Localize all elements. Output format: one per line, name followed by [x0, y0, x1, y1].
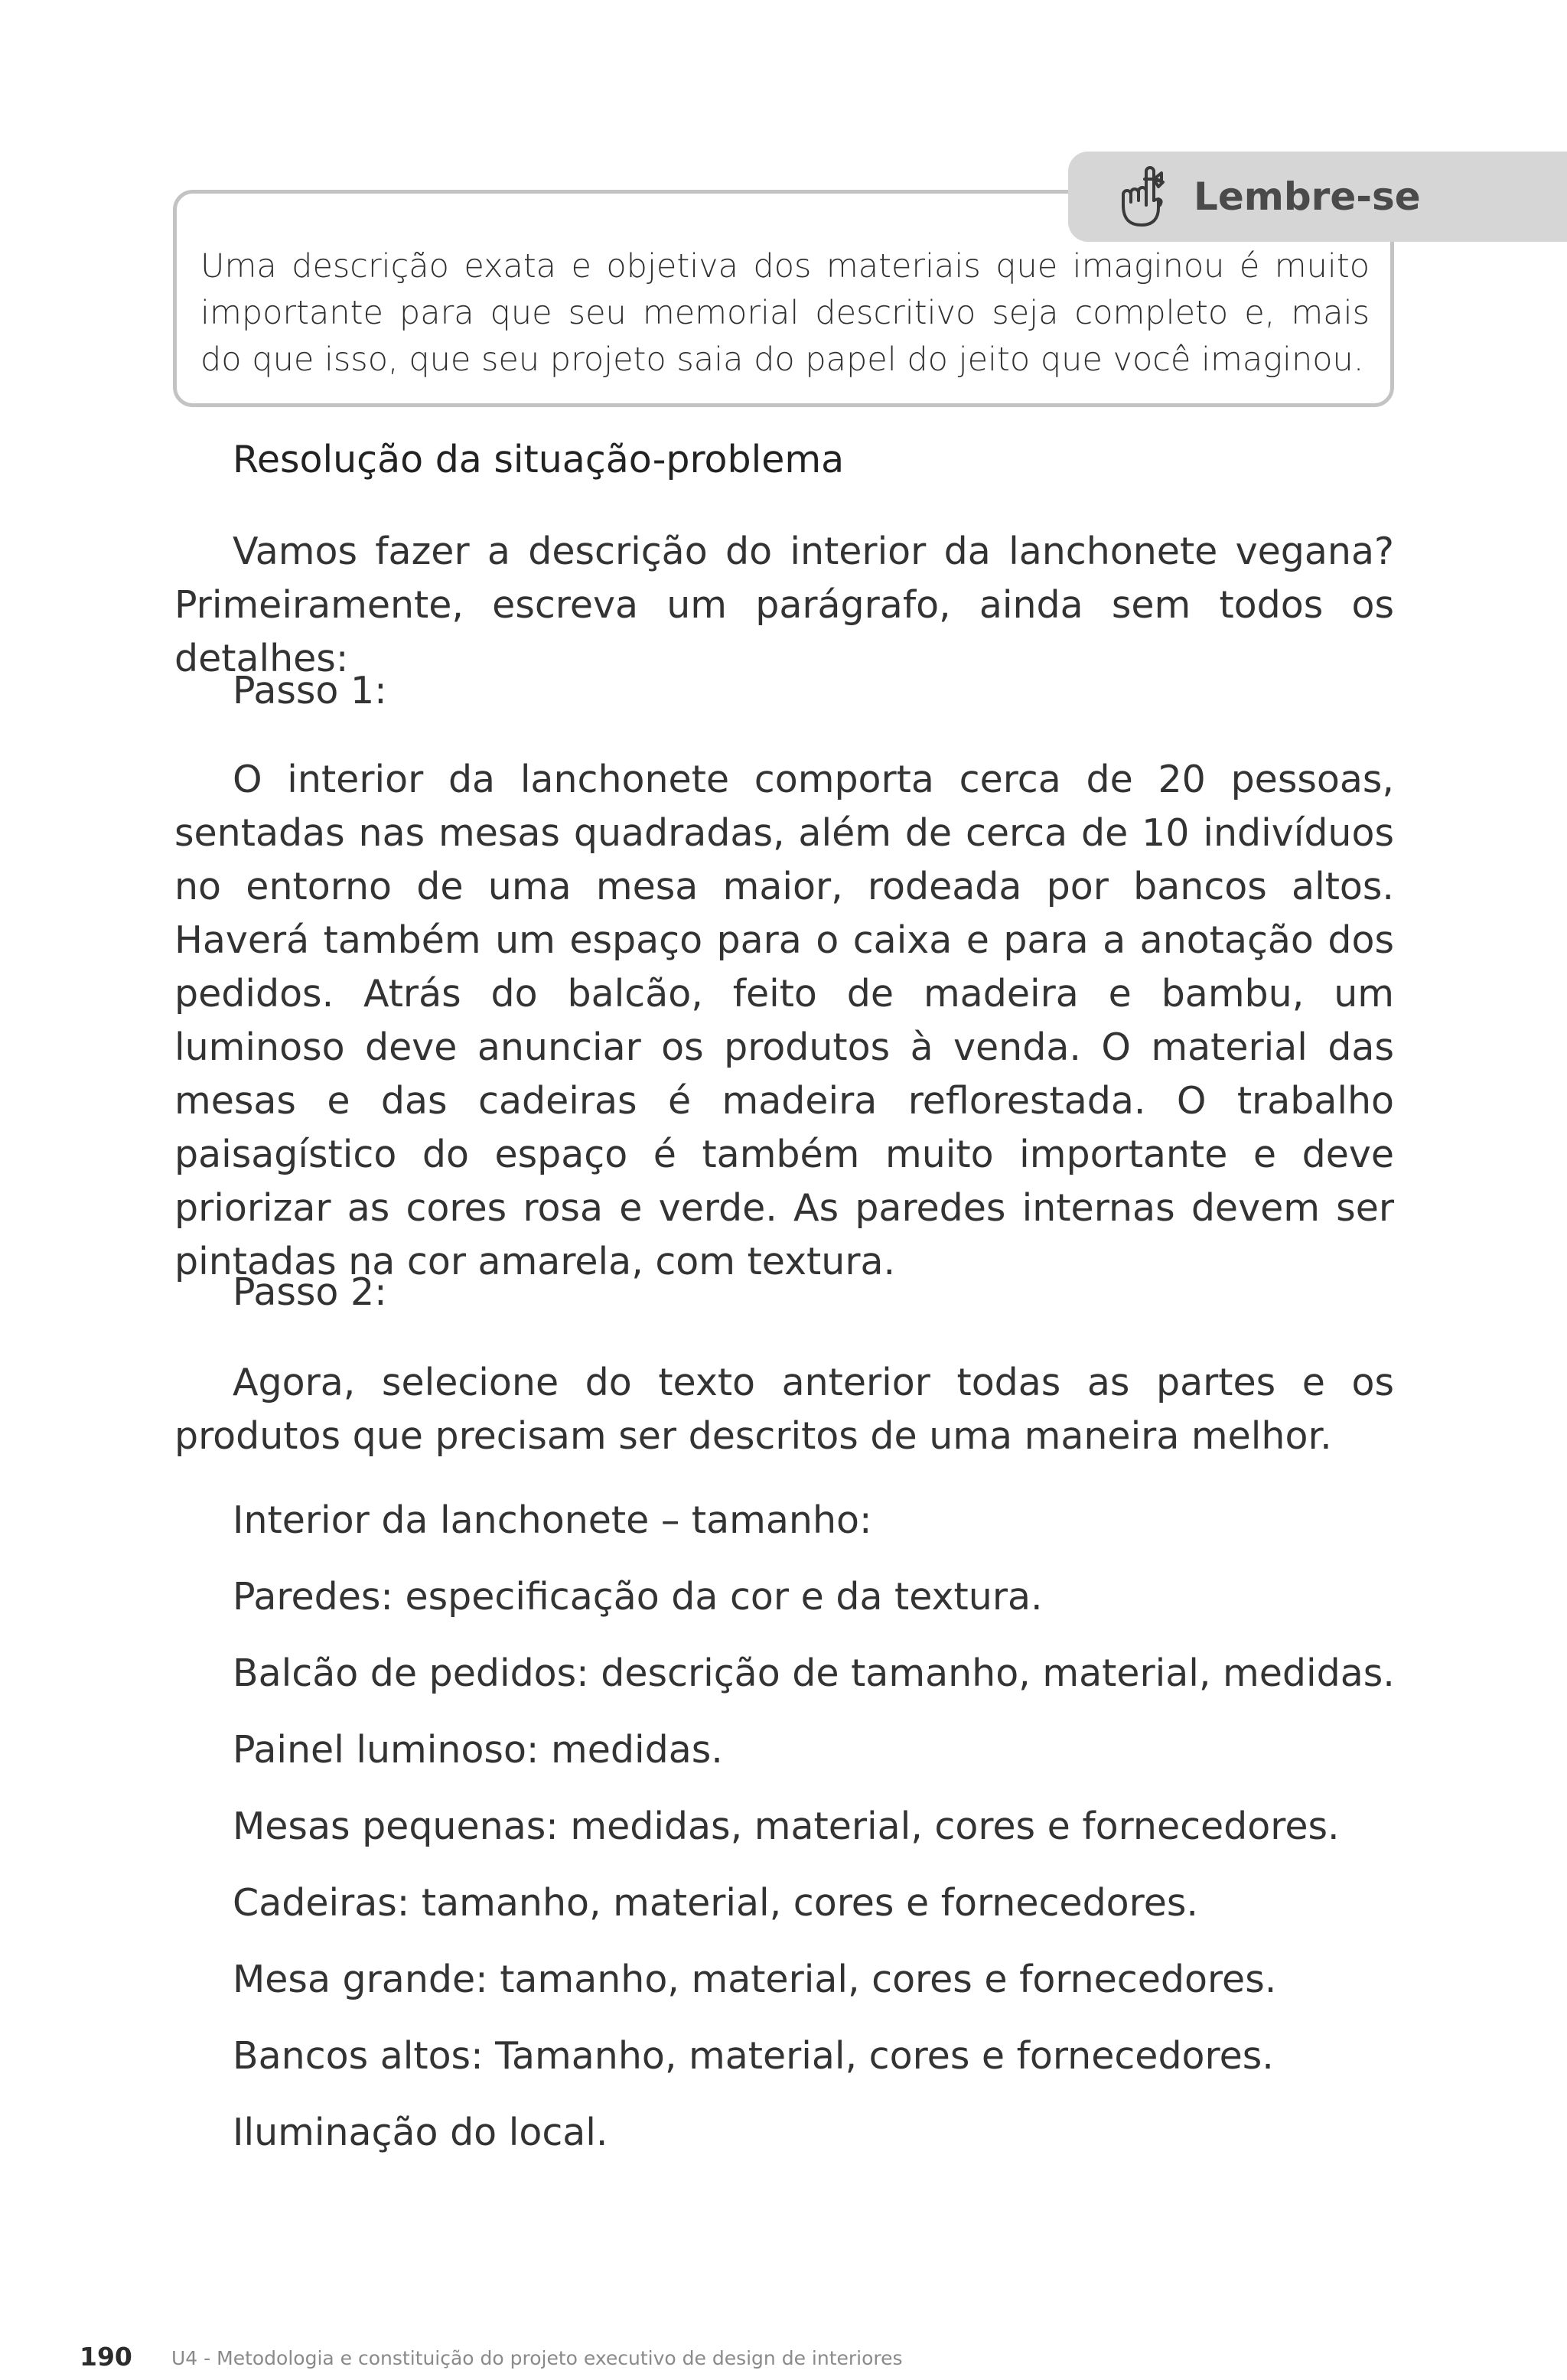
remember-callout-title: Lembre-se	[1194, 174, 1421, 219]
remember-callout-text: Uma descrição exata e objetiva dos materiais que imaginou é muito importante para que seu memorial descritivo seja completo e, mais do que isso, que seu projeto saia do papel do jeito que você imaginou.	[200, 247, 1370, 379]
list-item: Interior da lanchonete – tamanho:	[233, 1498, 872, 1542]
list-item: Cadeiras: tamanho, material, cores e fornecedores.	[233, 1881, 1198, 1925]
list-item: Bancos altos: Tamanho, material, cores e fornecedores.	[233, 2034, 1274, 2078]
list-item: Balcão de pedidos: descrição de tamanho, material, medidas.	[233, 1651, 1395, 1695]
remember-callout-tab	[1068, 152, 1567, 242]
step2-paragraph: Agora, selecione do texto anterior todas as partes e os produtos que precisam ser descritos de uma maneira melhor.	[174, 1361, 1394, 1458]
hand-with-tied-string-icon	[1116, 161, 1169, 233]
intro-paragraph: Vamos fazer a descrição do interior da lanchonete vegana? Primeiramente, escreva um parágrafo, ainda sem todos os detalhes:	[174, 530, 1394, 680]
list-item: Paredes: especificação da cor e da textura.	[233, 1575, 1043, 1619]
list-item: Iluminação do local.	[233, 2111, 608, 2154]
section-heading: Resolução da situação-problema	[233, 438, 845, 481]
list-item: Mesas pequenas: medidas, material, cores e fornecedores.	[233, 1805, 1340, 1848]
list-item: Painel luminoso: medidas.	[233, 1728, 723, 1772]
step2-label: Passo 2:	[233, 1270, 387, 1314]
step1-paragraph: O interior da lanchonete comporta cerca de 20 pessoas, sentadas nas mesas quadradas, além de cerca de 10 indivíduos no entorno de uma mesa maior, rodeada por bancos altos. Haverá também um espaço para o caixa e para a anotação dos pedidos. Atrás do balcão, feito de madeira e bambu, um luminoso deve anunciar os produtos à venda. O material das mesas e das cadeiras é madeira reflorestada. O trabalho paisagístico do espaço é também muito importante e deve priorizar as cores rosa e verde. As paredes internas devem ser pintadas na cor amarela, com textura.	[174, 758, 1394, 1283]
running-footer-title: U4 - Metodologia e constituição do projeto executivo de design de interiores	[171, 2347, 903, 2369]
step1-label: Passo 1:	[233, 669, 387, 712]
page-number: 190	[80, 2342, 132, 2372]
list-item: Mesa grande: tamanho, material, cores e fornecedores.	[233, 1958, 1277, 2001]
